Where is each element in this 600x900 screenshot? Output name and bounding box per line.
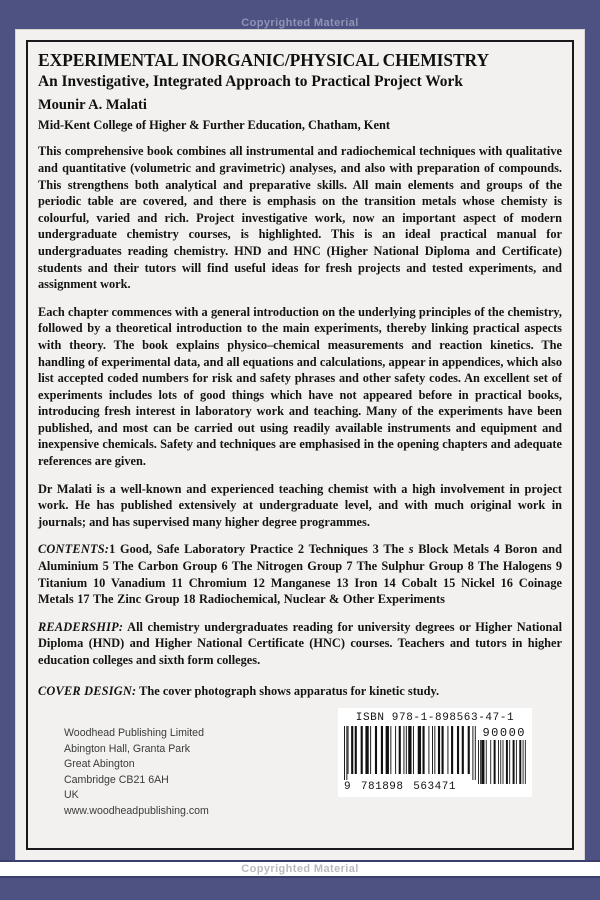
contents-italic-term: s — [408, 542, 414, 557]
book-back-cover — [16, 30, 584, 860]
ean13-barcode — [344, 726, 476, 793]
ean13-digits: 9 781898 563471 — [344, 781, 456, 793]
book-title: EXPERIMENTAL INORGANIC/PHYSICAL CHEMISTRY — [38, 50, 489, 70]
publisher-line-4: Cambridge CB21 6AH — [64, 773, 169, 786]
ean5-addon — [478, 726, 526, 784]
ean5-bars-icon — [478, 740, 526, 784]
contents-text-before: 1 Good, Safe Laboratory Practice 2 Techniques 3 The — [109, 542, 409, 557]
cover-design-text: The cover photograph shows apparatus for kinetic study. — [136, 683, 440, 698]
ean5-digits: 90000 — [482, 726, 526, 740]
book-subtitle: An Investigative, Integrated Approach to Practical Project Work — [38, 72, 463, 90]
cover-design-section — [38, 683, 562, 700]
author-affiliation: Mid-Kent College of Higher & Further Education, Chatham, Kent — [38, 117, 390, 132]
cover-footer — [60, 708, 540, 818]
readership-text: All chemistry undergraduates reading for university degrees or Higher National Diploma (HND) and Higher National Certificate (HNC) courses. Teachers and tutors in higher education colleges and sixth form colleges. — [38, 619, 562, 668]
readership-label: READERSHIP: — [38, 619, 124, 634]
isbn-barcode-block — [338, 708, 532, 797]
book-author: Mounir A. Malati — [38, 97, 147, 114]
cover-design-label: COVER DESIGN: — [38, 683, 137, 698]
cover-content — [38, 50, 562, 842]
copyright-band-bottom-label: Copyrighted Material — [241, 863, 359, 875]
copyright-band-bottom — [0, 860, 600, 878]
contents-text-after: Block Metals 4 Boron and Aluminium 5 The Carbon Group 6 The Nitrogen Group 7 The Sulphur Group 8 The Halogens 9 Titanium 10 Vanadium 11 Chromium 12 Manganese 13 Iron 14 Cobalt 15 Nickel 16 Coinage Metals 17 The Zinc Group 18 Radiochemical, Nuclear & Other Experiments — [38, 542, 562, 607]
blurb-paragraph-3: Dr Malati is a well-known and experienced teaching chemist with a high involvement in project work. He has published extensively at undergraduate level, and with much original work in journals; and has supervised many higher degree programmes. — [38, 481, 562, 529]
publisher-line-5: UK — [64, 789, 79, 802]
publisher-website: www.woodheadpublishing.com — [64, 804, 209, 817]
publisher-line-2: Abington Hall, Granta Park — [64, 742, 191, 755]
contents-section — [38, 541, 562, 607]
publisher-address — [64, 726, 209, 819]
isbn-label: ISBN 978-1-898563-47-1 — [355, 712, 515, 724]
publisher-line-3: Great Abington — [64, 758, 135, 771]
barcode-row — [344, 726, 526, 793]
publisher-line-1: Woodhead Publishing Limited — [64, 727, 204, 739]
readership-section — [38, 619, 562, 669]
blurb-paragraph-2: Each chapter commences with a general introduction on the underlying principles of the chemistry, followed by a theoretical introduction to the main experiments, thereby linking practical aspects with theory. The book explains physico–chemical measurements and reaction kinetics. The handling of experimental data, and all equations and calculations, appear in appendices, which also list accepted coded numbers for risk and safety phrases and other safety codes. An excellent set of experiments includes lots of good things which have not appeared before in practical books, introducing fresh interest in laboratory work and teaching. Many of the experiments have been published, and most can be carried out using readily available instruments and equipment and inexpensive chemicals. Safety and techniques are emphasised in the opening chapters and adequate references are given. — [38, 304, 562, 469]
contents-label: CONTENTS: — [38, 542, 110, 557]
copyright-band-top-label: Copyrighted Material — [241, 17, 359, 29]
ean13-bars-icon — [344, 726, 476, 780]
blurb-paragraph-1: This comprehensive book combines all instrumental and radiochemical techniques with qualitative and quantitative (volumetric and gravimetric) analyses, and also with preparation of compounds. This strengthens both analytical and preparative skills. All main elements and groups of the periodic table are covered, and there is emphasis on the transition metals whose chemisty is colourful, varied and rich. Project investigative work, now an important aspect of modern undergraduate chemistry courses, is highlighted. This is an ideal practical manual for undergraduates reading chemistry. HND and HNC (Higher National Diploma and Certificate) students and their tutors will find useful ideas for fresh projects and tested experiments, and assignment work. — [38, 144, 562, 292]
